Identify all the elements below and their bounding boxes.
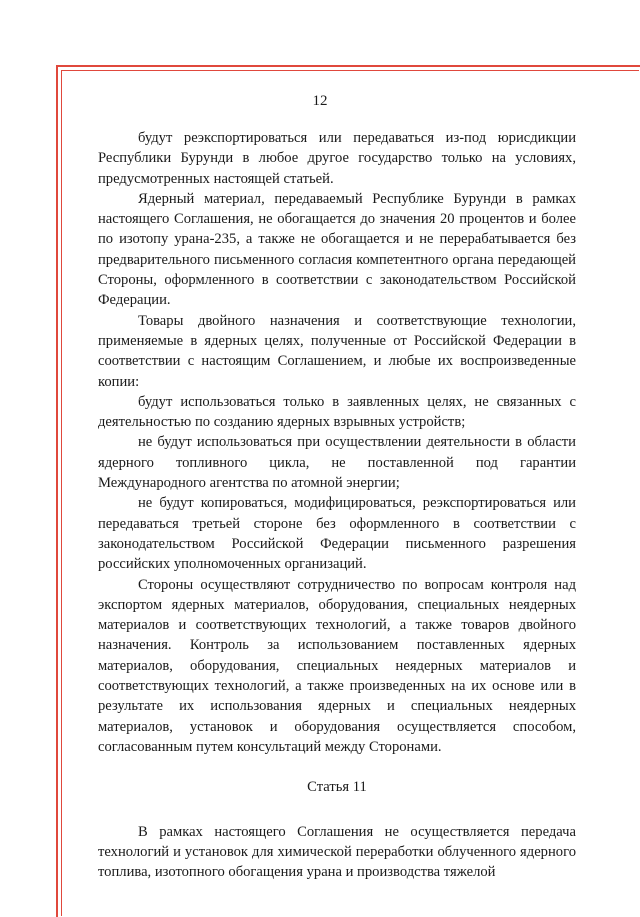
- paragraph: Ядерный материал, передаваемый Республике Бурунди в рамках настоящего Соглашения, не обогащается до значения 20 процентов и более по изотопу урана-235, а также не обогащается и не перерабатывается без предварительного письменного согласия компетентного органа передающей Стороны, оформленного в соответствии с законодательством Российской Федерации.: [98, 190, 576, 309]
- paragraph: не будут копироваться, модифицироваться, реэкспортироваться или передаваться третьей стороне без оформленного в соответствии с законодательством Российской Федерации письменного разрешения российских уполномоченных организаций.: [98, 495, 576, 573]
- paragraph: не будут использоваться при осуществлении деятельности в области ядерного топливного цикла, не поставленной под гарантии Международного агентства по атомной энергии;: [98, 434, 576, 492]
- page-number: 12: [312, 93, 328, 109]
- document-body: [98, 128, 576, 882]
- paragraph: Товары двойного назначения и соответствующие технологии, применяемые в ядерных целях, полученные от Российской Федерации в соответствии с настоящим Соглашением, и любые их воспроизведенные копии:: [98, 312, 576, 390]
- paragraph: будут реэкспортироваться или передаваться из-под юрисдикции Республики Бурунди в любое другое государство только на условиях, предусмотренных настоящей статьей.: [98, 130, 576, 187]
- paragraph: будут использоваться только в заявленных целях, не связанных с деятельностью по созданию ядерных взрывных устройств;: [98, 393, 576, 431]
- paragraph: В рамках настоящего Соглашения не осуществляется передача технологий и установок для химической переработки облученного ядерного топлива, изотопного обогащения урана и производства тяжелой: [98, 823, 576, 881]
- article-heading: Статья 11: [307, 779, 367, 796]
- paragraph: Стороны осуществляют сотрудничество по вопросам контроля над экспортом ядерных материалов, оборудования, специальных неядерных материалов и соответствующих технологий, а также товаров двойного назначения. Контроль за использованием поставленных ядерных материалов, оборудования, специальных неядерных материалов и соответствующих технологий, а также произведенных на их основе или в результате их использования ядерных и специальных неядерных материалов, установок и оборудования осуществляется способом, согласованным путем консультаций между Сторонами.: [98, 576, 576, 755]
